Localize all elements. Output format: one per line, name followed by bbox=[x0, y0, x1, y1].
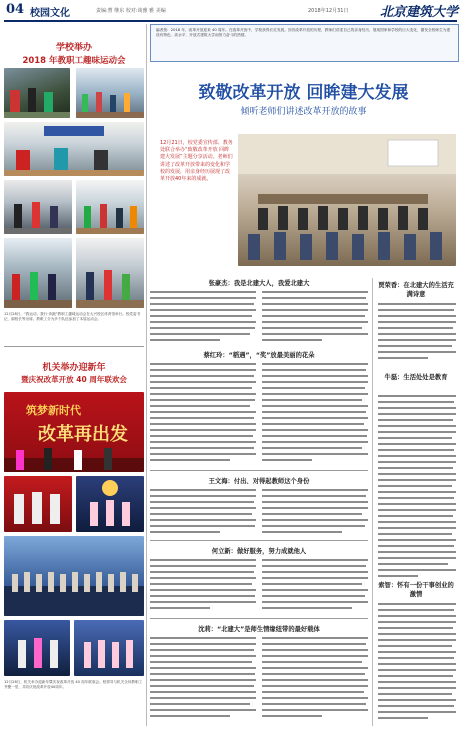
sidebar-body-1 bbox=[378, 302, 456, 362]
article-body-2b bbox=[262, 362, 368, 464]
gala-group-photo bbox=[4, 536, 144, 616]
column-divider bbox=[146, 24, 147, 726]
article-divider bbox=[150, 470, 368, 471]
sidebar-title-2: 牛磊：生活处处是教育 bbox=[384, 374, 448, 381]
gala-photo-2 bbox=[4, 476, 72, 532]
sports-photo-4 bbox=[4, 180, 72, 234]
article-body-4 bbox=[150, 558, 368, 614]
page-header bbox=[0, 0, 461, 22]
sidebar-body-3 bbox=[378, 602, 456, 722]
article-title-3: 王文海：付出、对得起教师这个身份 bbox=[208, 478, 310, 485]
gala-banner-photo bbox=[4, 392, 144, 472]
header-rule bbox=[4, 20, 457, 22]
article-body-3 bbox=[150, 488, 368, 534]
sports-photo-7 bbox=[76, 238, 144, 308]
newspaper-masthead: 北京建筑大学 bbox=[380, 5, 459, 20]
article-body-1 bbox=[150, 290, 256, 342]
sidebar-title-1: 贾荣香：在北建大的生活充满诗意 bbox=[378, 282, 454, 298]
article-body-5 bbox=[150, 636, 368, 726]
sports-photo-2 bbox=[76, 68, 144, 118]
sports-meet-subtitle: 2018 年教职工趣味运动会 bbox=[22, 56, 126, 66]
gala-subtitle: 暨庆祝改革开放 40 周年联欢会 bbox=[21, 375, 127, 384]
issue-date: 2018年12月31日 bbox=[308, 8, 349, 14]
article-title-5: 沈莉：“北建大”是师生情缘纽带的最好载体 bbox=[198, 626, 320, 633]
editor-credits: 责编:曹 继东 校对:谈雅 雅 美编 bbox=[96, 8, 166, 14]
feature-intro: 12月21日，校党委宣传部、教务处联合举办“致敬改革开放 回眸建大发展”主题分享活动。老师们讲述了改革开放带来的变化和学校的发展，用亲身经历展现了改革开放40年来的成就。 bbox=[160, 140, 233, 183]
section-divider bbox=[4, 346, 144, 347]
sidebar-divider bbox=[372, 278, 373, 726]
article-body-1b bbox=[262, 290, 368, 342]
sports-photo-5 bbox=[76, 180, 144, 234]
sports-photo-6 bbox=[4, 238, 72, 308]
article-title-2: 蔡红玲：“稻遇”，“奖”放最美丽的花朵 bbox=[203, 352, 315, 359]
sports-meet-title: 学校举办 bbox=[55, 43, 92, 53]
sports-photo-1 bbox=[4, 68, 70, 118]
gala-title: 机关举办迎新年 bbox=[42, 363, 106, 373]
article-divider bbox=[150, 618, 368, 619]
section-name: 校园文化 bbox=[30, 8, 70, 19]
gala-photo-5 bbox=[4, 620, 70, 676]
sports-meet-caption: 12月28日，“我运动，我行·奔跑”教职工趣味运动会在大兴校区体育馆举行。校党委书记、副校长等出席。教职工分为多个队伍参加了本届运动会。 bbox=[4, 312, 141, 321]
sidebar-title-3: 索智：怀有一份干事创业的激情 bbox=[378, 582, 454, 598]
article-title-1: 张豪杰：我是北建大人，我爱北建大 bbox=[208, 280, 310, 287]
sidebar-body-2 bbox=[378, 394, 456, 580]
gala-photo-3 bbox=[76, 476, 144, 532]
feature-headline: 致敬改革开放 回眸建大发展 bbox=[198, 83, 409, 103]
feature-subheadline: 倾听老师们讲述改革开放的故事 bbox=[240, 107, 367, 117]
banner-text-1: 筑梦新时代 bbox=[26, 404, 81, 417]
article-title-4: 何立新：做好服务，努力成就他人 bbox=[211, 548, 307, 555]
page-number: 04 bbox=[6, 2, 25, 17]
gala-caption: 12月28日，机关举办迎新年暨庆祝改革开放 40 周年联欢会。校领导与机关全体教职工齐聚一堂，共同庆祝改革开放40周年。 bbox=[4, 680, 143, 689]
sports-photo-3 bbox=[4, 122, 144, 176]
gala-photo-6 bbox=[74, 620, 144, 676]
article-divider bbox=[150, 540, 368, 541]
banner-text-2: 改革再出发 bbox=[38, 424, 128, 445]
editor-note: 编者按：2018 年，改革开放迎来 40 周年。在改革开放中，学校获得长足发展。回首改革开放的历程，教师们讲述自己的亲身经历，展现国家和学校的巨大变化，激发全校师生为建设有特色、高水平、开放式建筑大学而努力奋斗的热情。 bbox=[156, 28, 451, 38]
feature-photo bbox=[238, 134, 456, 266]
article-body-2 bbox=[150, 362, 256, 464]
